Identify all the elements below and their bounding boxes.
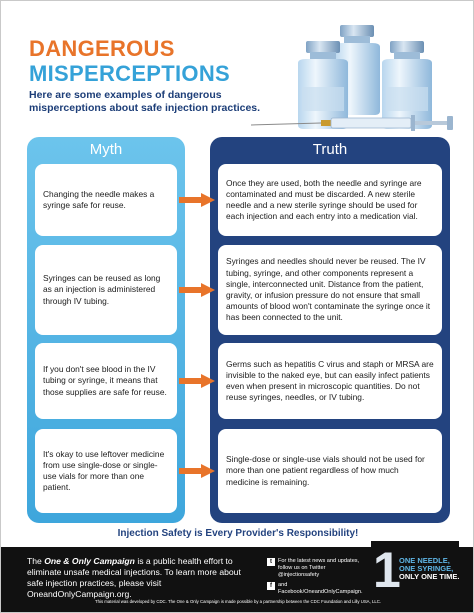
subtitle: Here are some examples of dangerous misperceptions about safe injection practices. xyxy=(29,89,261,114)
truth-text: Germs such as hepatitis C virus and staph or MRSA are invisible to the naked eye, but can easily infect patients even when present in microscopic quantities. Do not reuse syringes, needles, or IV tubing. xyxy=(226,358,434,403)
description-body: is a public health effort to eliminate unsafe medical injections. To learn more about safe injection practices, please visit OneandOnlyCampaign.org. xyxy=(27,556,241,599)
myth-cell-1 xyxy=(35,164,177,236)
myth-text: If you don't see blood in the IV tubing or syringe, it means that those supplies are safe for reuse. xyxy=(43,364,167,397)
facebook-text: and Facebook/OneandOnlyCampaign. xyxy=(278,582,363,595)
truth-cell-1 xyxy=(218,164,442,236)
myth-cell-2 xyxy=(35,245,177,335)
arrow-right-icon xyxy=(179,464,215,478)
credit-line: This material was developed by CDC. The One & Only Campaign is made possible by a partnership between the CDC Foundation and Lilly USA, LLC. xyxy=(94,599,382,604)
truth-text: Single-dose or single-use vials should not be used for more than one patient regardless of how much medicine is remaining. xyxy=(226,454,425,487)
logo-line-1: ONE NEEDLE, xyxy=(399,556,450,565)
myth-header: Myth xyxy=(89,141,123,158)
logo-line-2: ONE SYRINGE, xyxy=(399,564,454,573)
truth-text: Syringes and needles should never be reused. The IV tubing, syringe, and other components represent a single, interconnected unit. Distance from the patient, gravity, or infusion pressure do not ensure that small amounts of blood won't contaminate the syringe once it has been connected to the unit. xyxy=(226,256,431,323)
responsibility-tagline: Injection Safety is Every Provider's Responsibility! xyxy=(117,528,359,539)
twitter-icon: t xyxy=(267,558,275,566)
arrow-right-icon xyxy=(179,193,215,207)
campaign-name: One & Only Campaign xyxy=(44,556,135,566)
logo-number: 1 xyxy=(373,542,401,595)
myth-text: Syringes can be reused as long as an injection is administered through IV tubing. xyxy=(43,273,161,306)
arrow-right-icon xyxy=(179,374,215,388)
facebook-icon: f xyxy=(267,582,275,590)
title-line-2: MISPERCEPTIONS xyxy=(29,61,231,86)
myth-cell-4 xyxy=(35,429,177,513)
myth-cell-3 xyxy=(35,343,177,419)
twitter-row[interactable] xyxy=(267,558,367,579)
truth-cell-4 xyxy=(218,429,442,513)
social-links xyxy=(267,558,367,599)
campaign-description xyxy=(27,556,257,600)
one-and-only-logo xyxy=(371,541,459,595)
twitter-text: For the latest news and updates, follow us on Twitter @injectionsafety xyxy=(278,558,360,578)
description-prefix: The xyxy=(27,556,45,566)
myth-text: It's okay to use leftover medicine from use single-dose or single-use vials for more than one patient. xyxy=(43,448,165,493)
truth-cell-2 xyxy=(218,245,442,335)
truth-text: Once they are used, both the needle and syringe are contaminated and must be discarded. A new sterile needle and a new sterile syringe should be used for each injection and each entry into a medication vial. xyxy=(226,177,422,222)
myth-text: Changing the needle makes a syringe safe for reuse. xyxy=(43,188,155,210)
title-line-1: DANGEROUS xyxy=(29,36,175,61)
truth-cell-3 xyxy=(218,343,442,419)
facebook-row[interactable] xyxy=(267,582,367,596)
syringe-illustration xyxy=(251,113,457,133)
truth-header: Truth xyxy=(312,141,348,158)
logo-line-3: ONLY ONE TIME. xyxy=(399,572,459,581)
arrow-right-icon xyxy=(179,283,215,297)
